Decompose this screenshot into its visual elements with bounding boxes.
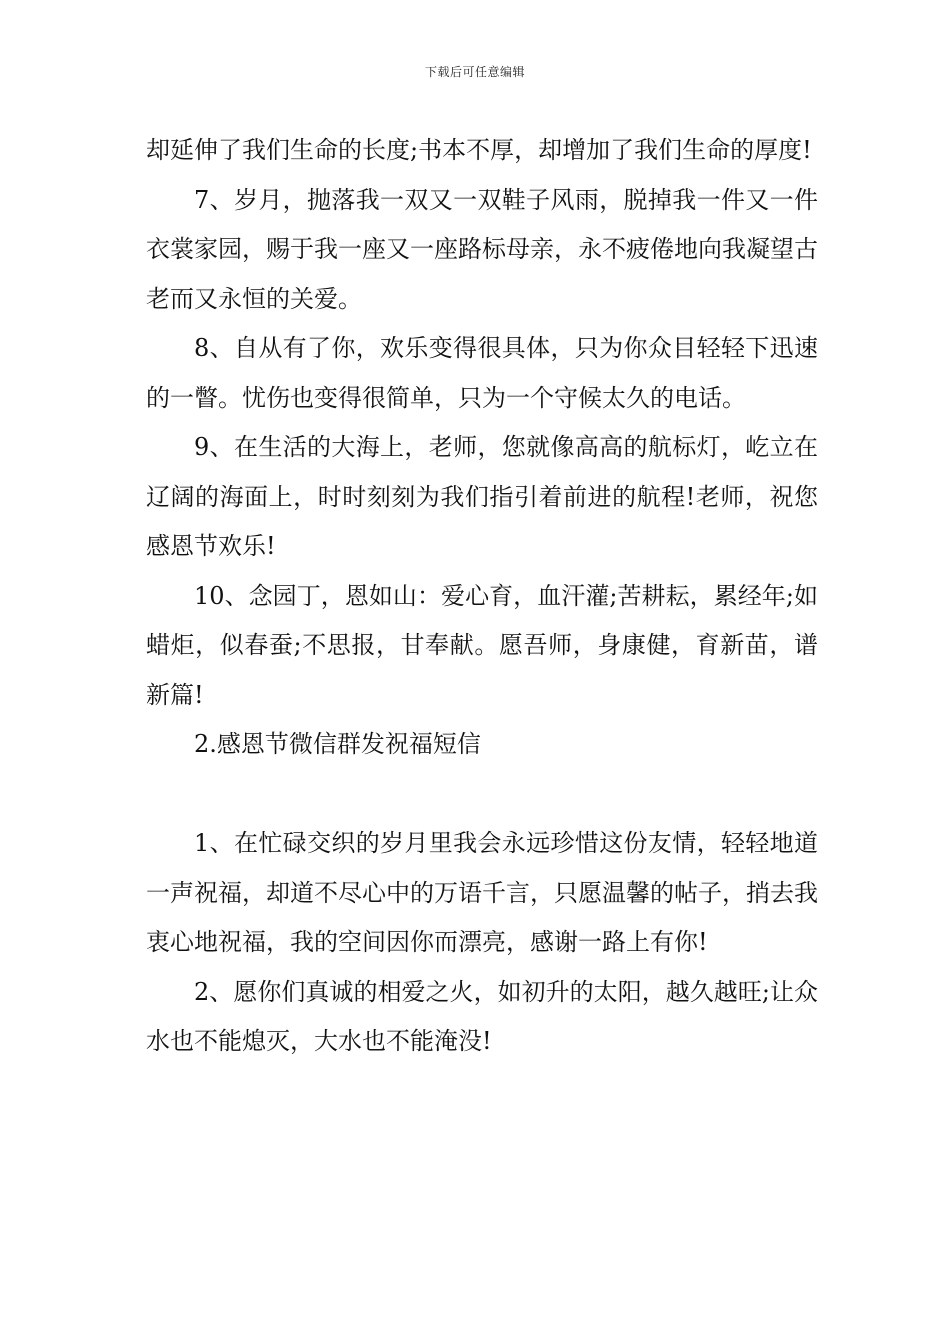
document-body [146,126,818,1067]
section-paragraph-item-2: 2、愿你们真诚的相爱之火，如初升的太阳，越久越旺;让众水也不能熄灭，大水也不能淹没! [146,977,818,1055]
blank-line [146,770,818,820]
paragraph-item-10: 10、念园丁，恩如山：爱心育，血汗灌;苦耕耘，累经年;如蜡炬，似春蚕;不思报，甘奉献。愿吾师，身康健，育新苗，谱新篇! [146,581,818,709]
page-header: 下载后可任意编辑 [424,65,525,79]
paragraph-item-8: 8、自从有了你，欢乐变得很具体，只为你众目轻轻下迅速的一瞥。忧伤也变得很简单，只为一个守候太久的电话。 [146,334,818,412]
paragraph-item-7: 7、岁月，抛落我一双又一双鞋子风雨，脱掉我一件又一件衣裳家园，赐于我一座又一座路标母亲，永不疲倦地向我凝望古老而又永恒的关爱。 [146,185,818,313]
section-heading: 2.感恩节微信群发祝福短信 [194,730,481,758]
paragraph-item-9: 9、在生活的大海上，老师，您就像高高的航标灯，屹立在辽阔的海面上，时时刻刻为我们指引着前进的航程!老师，祝您感恩节欢乐! [146,433,818,560]
paragraph-continued: 却延伸了我们生命的长度;书本不厚，却增加了我们生命的厚度! [146,136,812,164]
section-paragraph-item-1: 1、在忙碌交织的岁月里我会永远珍惜这份友情，轻轻地道一声祝福，却道不尽心中的万语千言，只愿温馨的帖子，捎去我衷心地祝福，我的空间因你而漂亮，感谢一路上有你! [146,829,818,956]
